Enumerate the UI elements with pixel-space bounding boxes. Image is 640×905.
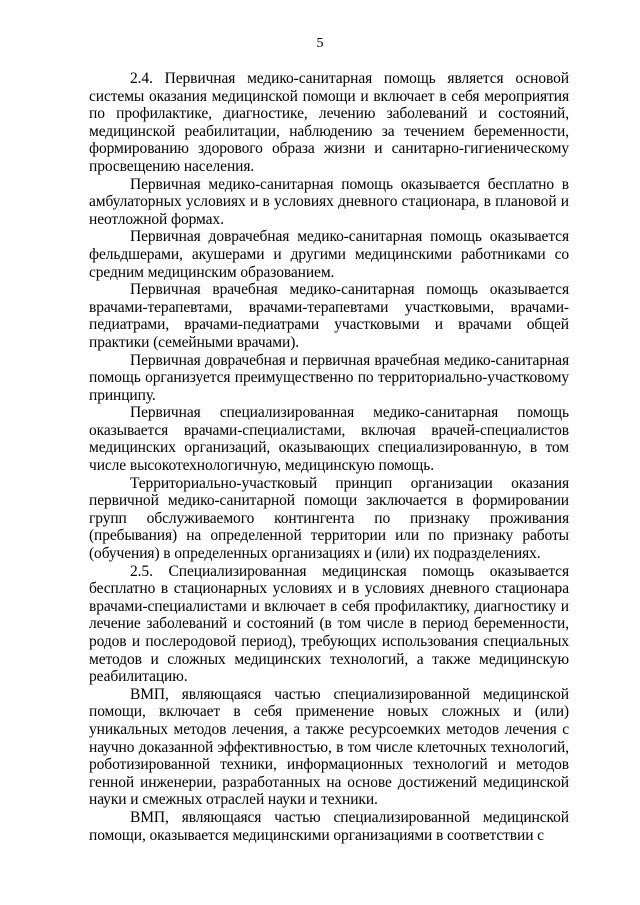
paragraph-territorial-organization: Первичная доврачебная и первичная врачебная медико-санитарная помощь организуется преимущественно по территориально-участковому принципу. (89, 351, 569, 404)
page-number: 5 (316, 36, 324, 51)
paragraph-vmp-provision: ВМП, являющаяся частью специализированной медицинской помощи, оказывается медицинскими организациями в соответствии с (89, 808, 569, 844)
paragraph-vmp-definition: ВМП, являющаяся частью специализированной медицинской помощи, включает в себя применение новых сложных и (или) уникальных методов лечения, а также ресурсоемких методов лечения с научно доказанной эффективностью, в том числе клеточных технологий, роботизированной техники, информационных технологий и методов генной инженерии, разработанных на основе достижений медицинской науки и смежных отраслей науки и техники. (89, 685, 569, 809)
paragraph-specialized-primary-care: Первичная специализированная медико-санитарная помощь оказывается врачами-специалистами, включая врачей-специалистов медицинских организаций, оказывающих специализированную, в том числе высокотехнологичную, медицинскую помощь. (89, 404, 569, 475)
paragraph-2-4: 2.4. Первичная медико-санитарная помощь является основой системы оказания медицинской помощи и включает в себя мероприятия по профилактике, диагностике, лечению заболеваний и состояний, медицинской реабилитации, наблюдению за течением беременности, формированию здорового образа жизни и санитарно-гигиеническому просвещению населения. (89, 70, 569, 175)
paragraph-free-outpatient: Первичная медико-санитарная помощь оказывается бесплатно в амбулаторных условиях и в условиях дневного стационара, в плановой и неотложной формах. (89, 175, 569, 228)
paragraph-territorial-principle: Территориально-участковый принцип организации оказания первичной медико-санитарной помощи заключается в формировании групп обслуживаемого контингента по признаку проживания (пребывания) на определенной территории или по признаку работы (обучения) в определенных организациях и (или) их подразделениях. (89, 474, 569, 563)
paragraph-pre-physician-care: Первичная доврачебная медико-санитарная помощь оказывается фельдшерами, акушерами и другими медицинскими работниками со средним медицинским образованием. (89, 228, 569, 281)
paragraph-physician-care: Первичная врачебная медико-санитарная помощь оказывается врачами-терапевтами, врачами-терапевтами участковыми, врачами-педиатрами, врачами-педиатрами участковыми и врачами общей практики (семейными врачами). (89, 281, 569, 351)
document-body (89, 70, 569, 844)
paragraph-2-5: 2.5. Специализированная медицинская помощь оказывается бесплатно в стационарных условиях и в условиях дневного стационара врачами-специалистами и включает в себя профилактику, диагностику и лечение заболеваний и состояний (в том числе в период беременности, родов и послеродовой период), требующих использования специальных методов и сложных медицинских технологий, а также медицинскую реабилитацию. (89, 562, 569, 686)
